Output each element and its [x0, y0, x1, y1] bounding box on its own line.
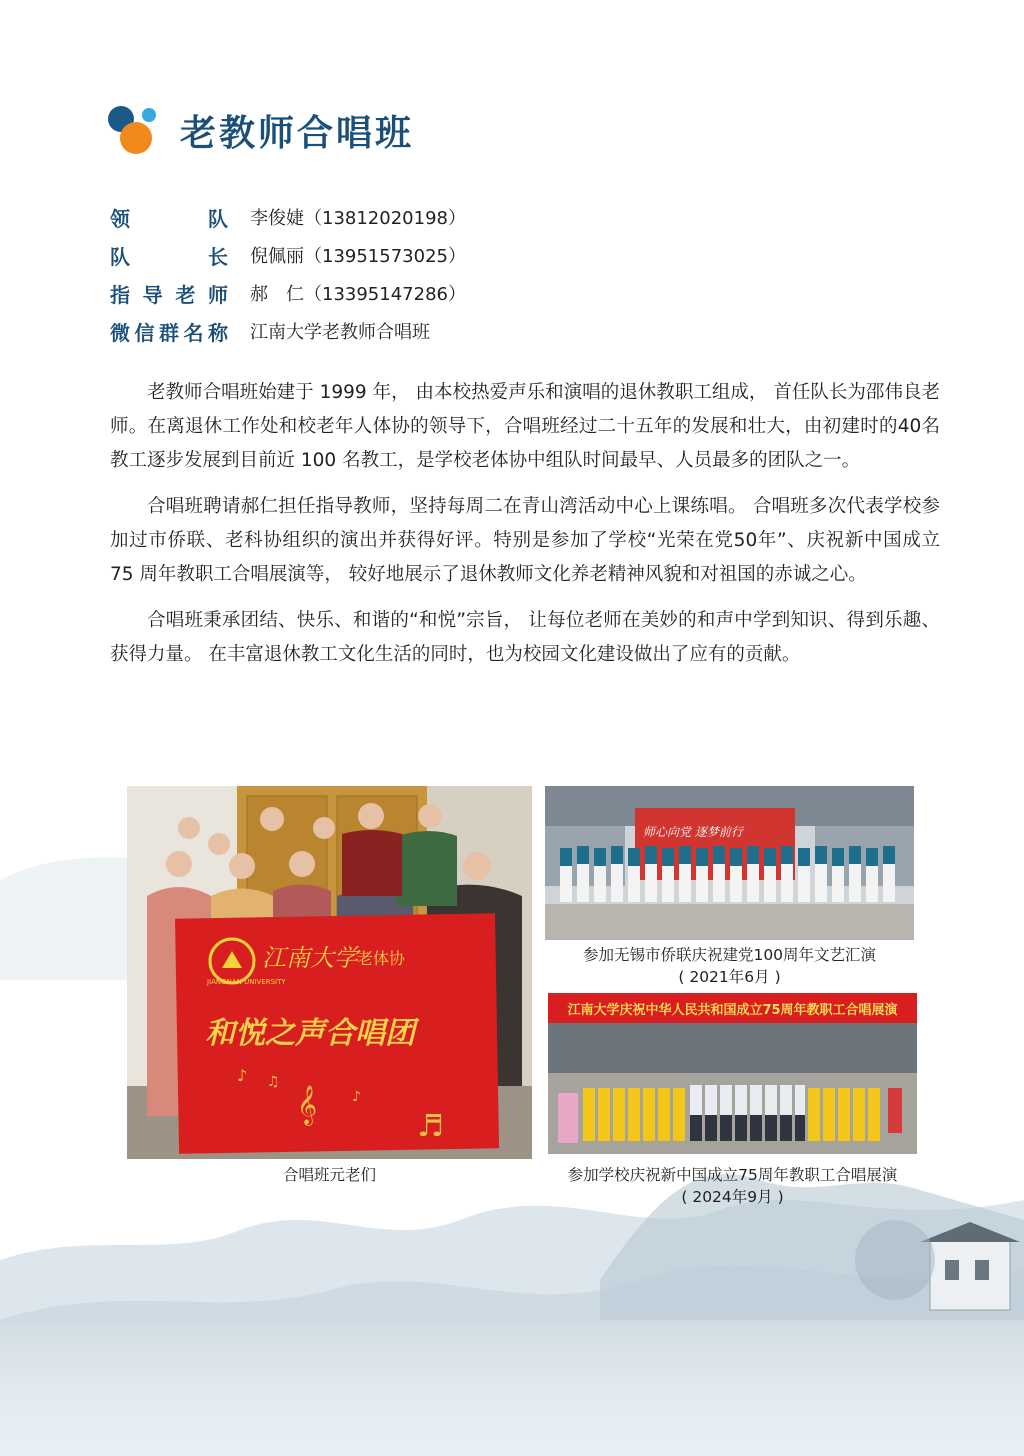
paragraph-3: 合唱班秉承团结、快乐、和谐的“和悦”宗旨， 让每位老师在美妙的和声中学到知识、得到乐趣、获得力量。 在丰富退休教工文化生活的同时，也为校园文化建设做出了应有的贡献。	[110, 610, 940, 665]
caption-choir-veterans: 合唱班元老们	[282, 1166, 376, 1184]
caption-75th-anniversary: 参加学校庆祝新中国成立75周年教职工合唱展演 ( 2024年9月 )	[567, 1166, 898, 1206]
paragraph-1: 老教师合唱班始建于 1999 年， 由本校热爱声乐和演唱的退休教职工组成， 首任队长为邵伟良老师。在离退休工作处和校老年人体协的领导下，合唱班经过二十五年的发展和壮大，由初建时的40名教工逐步发展到目前近 100 名教工，是学校老体协中组队时间最早、人员最多的团队之一。	[110, 382, 940, 471]
info-label-captain: 队 长	[110, 244, 228, 269]
info-value-teacher: 郝 仁（13395147286）	[250, 284, 466, 305]
info-row-captain	[110, 236, 466, 274]
info-value-wechat: 江南大学老教师合唱班	[250, 322, 430, 343]
photo-qiaolian-performance	[545, 786, 914, 940]
svg-text:♬: ♬	[417, 1109, 444, 1144]
banner-75th-text: 江南大学庆祝中华人民共和国成立75周年教职工合唱展演	[567, 1003, 898, 1018]
svg-text:♫: ♫	[267, 1074, 280, 1090]
backdrop-text: 师心向党 逐梦前行	[643, 825, 743, 839]
banner-school-en-text: JIANGNAN UNIVERSITY	[207, 978, 286, 986]
info-row-leader	[110, 198, 466, 236]
info-label-leader: 领 队	[110, 206, 228, 231]
banner-org-text: 老体协	[357, 949, 406, 968]
svg-text:♪: ♪	[352, 1089, 361, 1105]
info-row-wechat	[110, 312, 466, 350]
caption-qiaolian-performance: 参加无锡市侨联庆祝建党100周年文艺汇演 ( 2021年6月 )	[582, 946, 877, 986]
info-row-teacher	[110, 274, 466, 312]
photo-75th-anniversary-performance	[548, 993, 917, 1154]
photo-choir-veterans	[127, 786, 532, 1159]
svg-text:♪: ♪	[237, 1066, 248, 1085]
svg-text:𝄞: 𝄞	[297, 1085, 318, 1125]
logo-dots-icon	[108, 104, 158, 156]
info-value-captain: 倪佩丽（13951573025）	[250, 246, 466, 267]
page-header	[108, 104, 414, 156]
info-label-teacher: 指 导 老 师	[110, 282, 228, 307]
paragraph-2: 合唱班聘请郝仁担任指导教师，坚持每周二在青山湾活动中心上课练唱。 合唱班多次代表学校参加过市侨联、老科协组织的演出并获得好评。特别是参加了学校“光荣在党50年”、庆祝新中国成立 75 周年教职工合唱展演等， 较好地展示了退休教师文化养老精神风貌和对祖国的赤诚之心。	[110, 496, 940, 585]
info-label-wechat: 微 信 群 名 称	[110, 320, 228, 345]
body-text	[110, 376, 940, 684]
info-value-leader: 李俊婕（13812020198）	[250, 208, 466, 229]
banner-title-text: 和悦之声合唱团	[205, 1016, 415, 1051]
banner-school-text: 江南大学	[262, 944, 358, 972]
page-title: 老教师合唱班	[180, 112, 415, 154]
info-list	[110, 198, 466, 350]
